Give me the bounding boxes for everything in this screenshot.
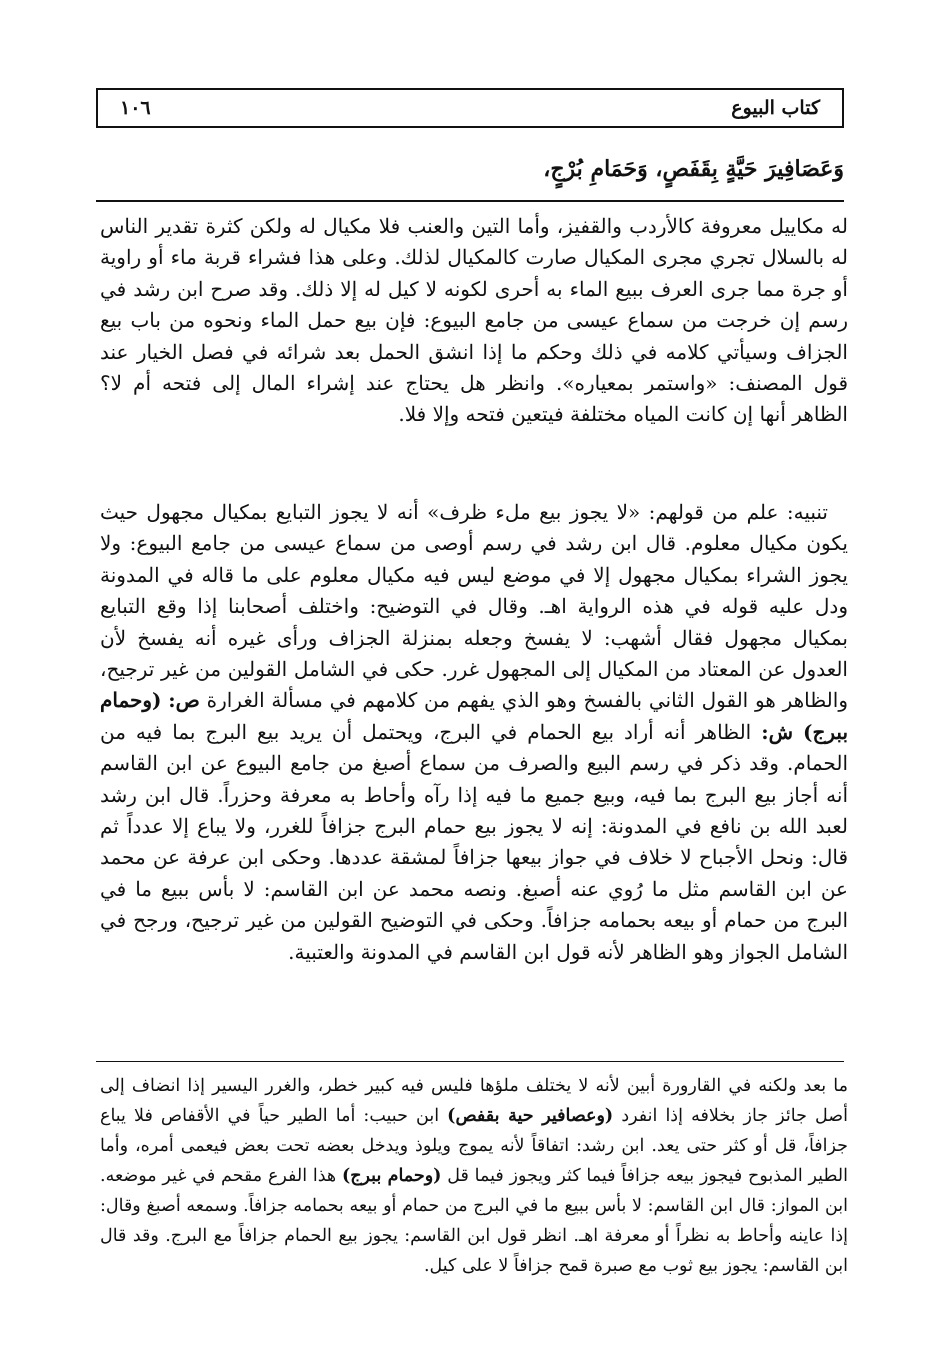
footnote-divider xyxy=(96,1061,844,1062)
footnote-quote-asafir: (وعصافير حية بقفص) xyxy=(447,1106,614,1126)
footnote-part-3: هذا الفرع مقحم في غير موضعه. ابن المواز: قال ابن القاسم: لا بأس ببيع ما في البرج من حمام أو بيعه بحمامه جزافاً. وسمعه أصبغ وقال: إذا عاينه وأحاط به نظراً أو معرفة اهـ. انظر قول ابن القاسم: يجوز بيع الحمام جزافاً مع البرج. وقد قال ابن القاسم: يجوز بيع ثوب مع صبرة قمح جزافاً لا على كيل. xyxy=(100,1166,848,1276)
footnote-part-2: ابن حبيب: أما الطير حياً في الأقفاص فلا يباع جزافاً، قل أو كثر حتى يعد. ابن رشد: اتفاقاً لأنه يموج ويلوذ ويدخل بعضه تحت بعض فيعمى أمره، وأما الطير المذبوح فيجوز بيعه جزافاً فيما كثر ويجوز فيما قل xyxy=(100,1106,849,1186)
footnote xyxy=(100,1071,848,1281)
commentary-text xyxy=(100,497,848,968)
verse-divider xyxy=(96,200,844,202)
commentary-paragraph-2 xyxy=(100,497,848,968)
matn-quote-hamam: (وحمام ببرج) xyxy=(100,688,849,744)
page-number: ١٠٦ xyxy=(120,96,151,119)
commentary-intro: تنبيه: علم من قولهم: «لا يجوز بيع ملء ظرف» أنه لا يجوز التبايع بمكيال مجهول حيث يكون مكيال معلوم. قال ابن رشد في رسم أوصى من سماع عيسى من جامع البيوع: ولا يجوز الشراء بمكيال مجهول إلا في موضع ليس فيه مكيال معلوم على ما قاله في المدونة ودل عليه قوله في هذه الرواية اهـ. وقال في التوضيح: واختلف أصحابنا إذا وقع التبايع بمكيال مجهول فقال أشهب: لا يفسخ وجعله بمنزلة الجزاف ورأى غيره أنه يفسخ لأن العدول عن المعتاد من المكيال إلى المجهول غرر. حكى في الشامل القولين من غير ترجيح، والظاهر هو القول الثاني بالفسخ وهو الذي يفهم من كلامهم في مسألة الغرارة xyxy=(100,500,848,713)
marker-sad: ص: xyxy=(168,688,200,713)
commentary-rest: الظاهر أنه أراد بيع الحمام في البرج، ويحتمل أن يريد بيع البرج بما فيه من الحمام. وقد ذكر في رسم البيع والصرف من سماع أصبغ من جامع البيوع عن ابن القاسم أنه أجاز بيع البرج بما فيه، وبيع جميع ما فيه إذا رآه وأحاط به معرفة وحزراً. قال ابن رشد لعبد الله بن نافع في المدونة: إنه لا يجوز بيع حمام البرج جزافاً للغرر، ولا يباع إلا عدداً ثم قال: ونحل الأجباح لا خلاف في جواز بيعها جزافاً لمشقة عددها. وحكى ابن عرفة عن محمد عن ابن القاسم مثل ما رُوي عنه أصبغ. ونصه محمد عن ابن القاسم: لا بأس ببيع ما في البرج من حمام أو بيعه بحمامه جزافاً. وحكى في التوضيح القولين من غير ترجيح، ورجح في الشامل الجواز وهو الظاهر لأنه قول ابن القاسم في المدونة والعتبية. xyxy=(100,719,848,964)
footnote-quote-hamam: (وحمام ببرج) xyxy=(341,1166,442,1186)
chapter-title: كتاب البيوع xyxy=(731,96,820,119)
marker-shin: ش: xyxy=(761,719,794,744)
running-header xyxy=(96,88,844,128)
matn-verse: وَعَصَافِيرَ حَيَّةٍ بِقَفَصٍ، وَحَمَامِ بُرْجٍ، xyxy=(543,156,844,182)
footnote-part-1: ما بعد ولكنه في القارورة أبين لأنه لا يختلف ملؤها فليس فيه كبير خطر، والغرر اليسير إذا انضاف إلى أصل جائز جاز بخلافه إذا انفرد xyxy=(100,1076,848,1126)
commentary-paragraph-1: له مكاييل معروفة كالأردب والقفيز، وأما التين والعنب فلا مكيال له ولكن كثرة تقدير الناس له بالسلال تجري مجرى المكيال صارت كالمكيال لذلك. وعلى هذا فشراء قربة ماء أو راوية أو جرة مما جرى العرف ببيع الماء به أحرى لكونه لا كيل له إلا ذلك. وقد صرح ابن رشد في رسم إن خرجت من سماع عيسى من جامع البيوع: فإن بيع حمل الماء ونحوه من باب بيع الجزاف وسيأتي كلامه في ذلك وحكم ما إذا انشق الحمل بعد شرائه في فصل الخيار عند قول المصنف: «واستمر بمعياره». وانظر هل يحتاج عند إشراء المال إلى فتحه أم لا؟ الظاهر أنها إن كانت المياه مختلفة فيتعين فتحه وإلا فلا. xyxy=(100,214,848,427)
